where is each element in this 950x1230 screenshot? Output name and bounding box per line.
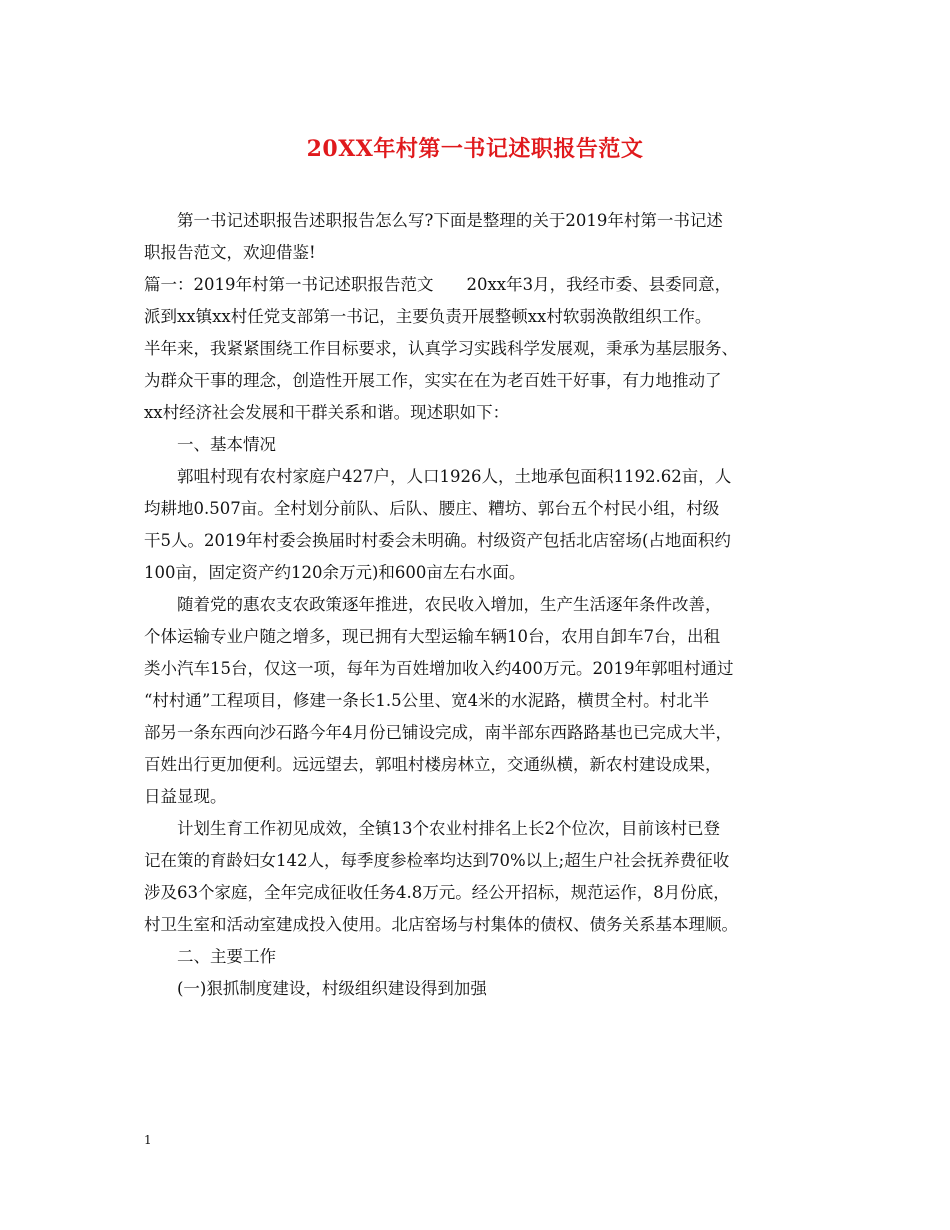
text-line: 干5人。2019年村委会换届时村委会未明确。村级资产包括北店窑场(占地面积约 (144, 531, 731, 550)
text-line: 类小汽车15台，仅这一项，每年为百姓增加收入约400万元。2019年郭咀村通过 (144, 659, 734, 678)
section-heading: 一、基本情况 (177, 435, 276, 454)
text-line: 派到xx镇xx村任党支部第一书记，主要负责开展整顿xx村软弱涣散组织工作。 (144, 307, 712, 326)
subsection-heading: (一)狠抓制度建设，村级组织建设得到加强 (177, 979, 487, 998)
document-title: 20XX年村第一书记述职报告范文 (306, 136, 644, 162)
text-line: “村村通”工程项目，修建一条长1.5公里、宽4米的水泥路，横贯全村。村北半 (144, 691, 710, 710)
text-line: 半年来，我紧紧围绕工作目标要求，认真学习实践科学发展观，秉承为基层服务、 (144, 339, 738, 358)
text-line: 计划生育工作初见成效，全镇13个农业村排名上长2个位次，目前该村已登 (177, 819, 720, 838)
text-line: 记在策的育龄妇女142人，每季度参检率均达到70%以上;超生户社会抚养费征收 (144, 851, 730, 870)
text-line: 均耕地0.507亩。全村划分前队、后队、腰庄、糟坊、郭台五个村民小组，村级 (144, 499, 720, 518)
text-line: 日益显现。 (144, 787, 227, 806)
text-line: 为群众干事的理念，创造性开展工作，实实在在为老百姓干好事，有力地推动了 (144, 371, 722, 390)
text-line: 郭咀村现有农村家庭户427户，人口1926人，土地承包面积1192.62亩，人 (177, 467, 732, 486)
text-line: 涉及63个家庭，全年完成征收任务4.8万元。经公开招标，规范运作，8月份底， (144, 883, 730, 902)
text-line: 村卫生室和活动室建成投入使用。北店窑场与村集体的债权、债务关系基本理顺。 (144, 915, 738, 934)
text-line: 100亩，固定资产约120余万元)和600亩左右水面。 (144, 563, 526, 582)
text-line: 职报告范文，欢迎借鉴! (144, 243, 316, 262)
text-line: 百姓出行更加便利。远远望去，郭咀村楼房林立，交通纵横，新农村建设成果， (144, 755, 722, 774)
text-line: 第一书记述职报告述职报告怎么写?下面是整理的关于2019年村第一书记述 (177, 211, 723, 230)
text-line: 部另一条东西向沙石路今年4月份已铺设完成，南半部东西路路基也已完成大半， (144, 723, 732, 742)
text-line: 随着党的惠农支农政策逐年推进，农民收入增加，生产生活逐年条件改善， (177, 595, 722, 614)
page-number: 1 (144, 1133, 152, 1147)
text-line: 个体运输专业户随之增多，现已拥有大型运输车辆10台，农用自卸车7台，出租 (144, 627, 720, 646)
text-line: 篇一：2019年村第一书记述职报告范文 20xx年3月，我经市委、县委同意， (144, 275, 732, 294)
document-body (144, 205, 820, 1005)
section-heading: 二、主要工作 (177, 947, 276, 966)
text-line: xx村经济社会发展和干群关系和谐。现述职如下： (144, 403, 510, 422)
